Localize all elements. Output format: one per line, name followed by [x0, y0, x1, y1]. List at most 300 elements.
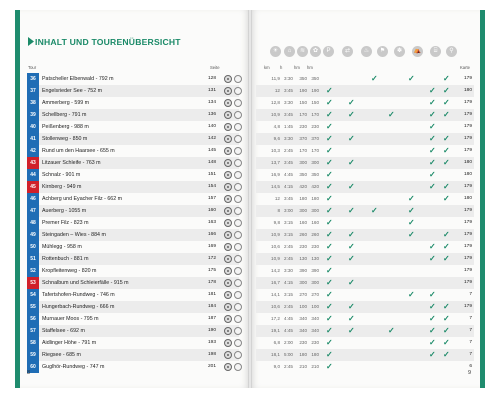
check-icon: ✓	[326, 134, 333, 143]
value-h: 4:45	[284, 328, 293, 333]
tour-name[interactable]: Litzauer Schleife - 763 m	[42, 160, 101, 166]
value-h: 2:45	[284, 364, 293, 369]
table-row	[256, 169, 474, 181]
check-icon: ✓	[326, 98, 333, 107]
table-row	[256, 85, 474, 97]
map-ref: 7	[469, 352, 472, 357]
check-icon: ✓	[388, 110, 395, 119]
table-row	[256, 229, 474, 241]
tour-number-badge: 51	[27, 253, 39, 265]
check-icon: ✓	[326, 110, 333, 119]
tour-name[interactable]: Patscheller Elbenwald - 792 m	[42, 76, 114, 82]
tour-name[interactable]: Premer Filz - 823 m	[42, 220, 89, 226]
region-icon	[234, 147, 242, 155]
value-hm1: 350	[299, 172, 307, 177]
table-row	[27, 193, 239, 205]
check-icon: ✓	[326, 218, 333, 227]
value-km: 13,7	[271, 160, 280, 165]
page-ref: 134	[208, 100, 217, 105]
check-icon: ✓	[408, 290, 415, 299]
table-row	[27, 253, 239, 265]
difficulty-icon	[224, 255, 232, 263]
value-h: 3:45	[284, 88, 293, 93]
value-h: 2:45	[284, 256, 293, 261]
tour-name[interactable]: Kropfleitenweg - 820 m	[42, 268, 97, 274]
tour-number-badge: 59	[27, 349, 39, 361]
table-row	[27, 85, 239, 97]
table-row	[256, 301, 474, 313]
check-icon: ✓	[326, 290, 333, 299]
map-ref: 7	[469, 316, 472, 321]
left-page-edge-stripe	[15, 10, 20, 388]
difficulty-icon	[224, 159, 232, 167]
check-icon: ✓	[408, 230, 415, 239]
check-icon: ✓	[326, 338, 333, 347]
check-icon: ✓	[443, 86, 450, 95]
map-ref: 179	[463, 136, 472, 141]
check-icon: ✓	[371, 206, 378, 215]
camp-icon: ⛺	[412, 46, 423, 57]
difficulty-icon	[224, 99, 232, 107]
tour-name[interactable]: Staffelsee - 692 m	[42, 328, 85, 334]
tour-name[interactable]: Hungerbach-Rundweg - 666 m	[42, 304, 115, 310]
check-icon: ✓	[326, 86, 333, 95]
water-icon: ≋	[297, 46, 308, 57]
tour-number-badge: 52	[27, 265, 39, 277]
check-icon: ✓	[348, 230, 355, 239]
table-row	[256, 241, 474, 253]
table-row	[27, 157, 239, 169]
value-hm1: 150	[299, 100, 307, 105]
value-h: 2:00	[284, 340, 293, 345]
value-km: 14,1	[271, 292, 280, 297]
value-km: 10,9	[271, 112, 280, 117]
column-header-karte: Karte	[460, 65, 471, 70]
region-icon	[234, 363, 242, 371]
tour-number-badge: 50	[27, 241, 39, 253]
map-ref: 179	[463, 124, 472, 129]
check-icon: ✓	[429, 86, 436, 95]
check-icon: ✓	[326, 302, 333, 311]
check-icon: ✓	[326, 350, 333, 359]
table-row	[27, 145, 239, 157]
value-hm1: 340	[299, 316, 307, 321]
table-row	[27, 121, 239, 133]
check-icon: ✓	[348, 134, 355, 143]
difficulty-icon	[224, 195, 232, 203]
difficulty-icon	[224, 279, 232, 287]
value-km: 10,3	[271, 148, 280, 153]
region-icon	[234, 195, 242, 203]
table-row	[256, 277, 474, 289]
value-hm2: 230	[311, 124, 319, 129]
check-icon: ✓	[348, 110, 355, 119]
check-icon: ✓	[443, 338, 450, 347]
check-icon: ✓	[348, 302, 355, 311]
tour-name[interactable]: Murnauer Moos - 795 m	[42, 316, 99, 322]
value-km: 10,9	[271, 232, 280, 237]
value-hm2: 160	[311, 220, 319, 225]
page-ref: 187	[208, 316, 217, 321]
value-km: 9,8	[273, 220, 280, 225]
difficulty-icon	[224, 135, 232, 143]
check-icon: ✓	[326, 314, 333, 323]
value-hm2: 170	[311, 112, 319, 117]
tour-name[interactable]: Steingaden – Wies - 884 m	[42, 232, 106, 238]
value-hm1: 270	[299, 292, 307, 297]
table-row	[256, 97, 474, 109]
table-row	[256, 109, 474, 121]
table-row	[27, 181, 239, 193]
check-icon: ✓	[429, 146, 436, 155]
open-book	[15, 10, 485, 388]
difficulty-icon	[224, 111, 232, 119]
check-icon: ✓	[429, 350, 436, 359]
tour-name[interactable]: Kirnberg - 949 m	[42, 184, 82, 190]
table-row	[256, 361, 474, 373]
check-icon: ✓	[443, 242, 450, 251]
map-ref: 180	[463, 196, 472, 201]
value-h: 3:45	[284, 112, 293, 117]
map-ref: 179	[463, 220, 472, 225]
value-h: 4:45	[284, 172, 293, 177]
page-ref: 175	[208, 268, 217, 273]
table-row	[27, 301, 239, 313]
snow-icon: ✽	[394, 46, 405, 57]
tour-name[interactable]: Schellberg - 791 m	[42, 112, 87, 118]
chevron-icon	[28, 37, 34, 46]
value-hm1: 230	[299, 340, 307, 345]
value-h: 3:15	[284, 232, 293, 237]
value-hm1: 300	[299, 280, 307, 285]
map-ref: 179	[463, 112, 472, 117]
check-icon: ✓	[429, 158, 436, 167]
value-hm2: 190	[311, 88, 319, 93]
check-icon: ✓	[429, 290, 436, 299]
tour-number-badge: 37	[27, 85, 39, 97]
region-icon	[234, 255, 242, 263]
check-icon: ✓	[388, 326, 395, 335]
value-hm1: 350	[299, 76, 307, 81]
tour-number-badge: 56	[27, 313, 39, 325]
difficulty-icon	[224, 303, 232, 311]
check-icon: ✓	[429, 314, 436, 323]
map-ref: 179	[463, 208, 472, 213]
difficulty-icon	[224, 315, 232, 323]
check-icon: ✓	[429, 242, 436, 251]
value-hm2: 300	[311, 208, 319, 213]
region-icon	[234, 231, 242, 239]
map-ref: 7	[469, 328, 472, 333]
value-hm2: 180	[311, 196, 319, 201]
check-icon: ✓	[348, 314, 355, 323]
value-km: 11,9	[271, 76, 280, 81]
value-h: 4:15	[284, 280, 293, 285]
value-hm1: 160	[299, 220, 307, 225]
region-icon	[234, 315, 242, 323]
tour-number-badge: 58	[27, 337, 39, 349]
value-h: 2:45	[284, 304, 293, 309]
check-icon: ✓	[408, 206, 415, 215]
table-row	[27, 229, 239, 241]
table-row	[27, 265, 239, 277]
column-header-km: km	[264, 65, 270, 70]
column-header-seite: Seite	[210, 65, 220, 70]
region-icon	[234, 159, 242, 167]
check-icon: ✓	[443, 98, 450, 107]
value-km: 9,6	[273, 136, 280, 141]
table-row	[256, 145, 474, 157]
tour-name[interactable]: Peißenberg - 988 m	[42, 124, 89, 130]
value-hm2: 420	[311, 184, 319, 189]
page-ref: 128	[208, 76, 217, 81]
value-hm2: 270	[311, 292, 319, 297]
tour-name[interactable]: Stollenweg - 850 m	[42, 136, 88, 142]
tour-name[interactable]: Schnalz - 901 m	[42, 172, 81, 178]
value-h: 4:45	[284, 316, 293, 321]
table-row	[256, 253, 474, 265]
region-icon	[234, 99, 242, 107]
check-icon: ✓	[408, 194, 415, 203]
value-hm2: 170	[311, 148, 319, 153]
region-icon	[234, 243, 242, 251]
table-row	[256, 205, 474, 217]
value-hm1: 230	[299, 124, 307, 129]
table-row	[256, 349, 474, 361]
right-page-edge-stripe	[480, 10, 485, 388]
check-icon: ✓	[429, 302, 436, 311]
page-number-left: 8	[27, 370, 31, 376]
value-h: 5:00	[284, 352, 293, 357]
check-icon: ✓	[348, 242, 355, 251]
value-km: 16,9	[271, 172, 280, 177]
check-icon: ✓	[348, 182, 355, 191]
table-row	[27, 277, 239, 289]
tour-number-badge: 57	[27, 325, 39, 337]
page-ref: 190	[208, 328, 217, 333]
table-row	[27, 349, 239, 361]
tour-number-badge: 38	[27, 97, 39, 109]
value-h: 3:45	[284, 160, 293, 165]
table-row	[256, 337, 474, 349]
value-hm2: 300	[311, 280, 319, 285]
table-row	[27, 241, 239, 253]
value-hm2: 230	[311, 244, 319, 249]
restaurant-icon: ♨	[361, 46, 372, 57]
value-hm2: 150	[311, 100, 319, 105]
page-ref: 131	[208, 88, 217, 93]
tour-name[interactable]: Riegsee - 685 m	[42, 352, 81, 358]
value-h: 3:00	[284, 208, 293, 213]
check-icon: ✓	[429, 98, 436, 107]
check-icon: ✓	[326, 242, 333, 251]
value-hm1: 130	[299, 256, 307, 261]
difficulty-icon	[224, 123, 232, 131]
value-hm2: 340	[311, 316, 319, 321]
sun-icon: ☀	[270, 46, 281, 57]
page-ref: 193	[208, 340, 217, 345]
difficulty-icon	[224, 207, 232, 215]
value-h: 3:15	[284, 220, 293, 225]
check-icon: ✓	[326, 254, 333, 263]
map-ref: 179	[463, 304, 472, 309]
check-icon: ✓	[429, 338, 436, 347]
tour-name[interactable]: Rund um den Haarsee - 655 m	[42, 148, 115, 154]
page-ref: 142	[208, 136, 217, 141]
tour-number-badge: 40	[27, 121, 39, 133]
check-icon: ✓	[348, 206, 355, 215]
value-hm1: 340	[299, 328, 307, 333]
tour-number-badge: 60	[27, 361, 39, 373]
value-hm1: 260	[299, 232, 307, 237]
difficulty-icon	[224, 219, 232, 227]
tour-number-badge: 45	[27, 181, 39, 193]
difficulty-icon	[224, 147, 232, 155]
difficulty-icon	[224, 231, 232, 239]
check-icon: ✓	[429, 182, 436, 191]
value-h: 3:45	[284, 196, 293, 201]
value-hm1: 300	[299, 160, 307, 165]
check-icon: ✓	[348, 158, 355, 167]
value-km: 12,8	[271, 100, 280, 105]
region-icon	[234, 267, 242, 275]
check-icon: ✓	[443, 326, 450, 335]
difficulty-icon	[224, 183, 232, 191]
check-icon: ✓	[443, 302, 450, 311]
value-hm1: 180	[299, 196, 307, 201]
difficulty-icon	[224, 363, 232, 371]
tour-name[interactable]: Auerberg - 1055 m	[42, 208, 87, 214]
value-hm2: 340	[311, 328, 319, 333]
parking-icon: P	[323, 46, 334, 57]
tour-name[interactable]: Rottenbuch - 881 m	[42, 256, 89, 262]
difficulty-icon	[224, 87, 232, 95]
map-ref: 179	[463, 184, 472, 189]
map-ref: 180	[463, 172, 472, 177]
difficulty-icon	[224, 351, 232, 359]
book-gutter	[248, 10, 252, 388]
value-h: 3:30	[284, 136, 293, 141]
value-hm1: 420	[299, 184, 307, 189]
column-header-tour: Tour	[28, 65, 37, 70]
map-ref: 179	[463, 148, 472, 153]
page-ref: 166	[208, 232, 217, 237]
table-row	[256, 193, 474, 205]
value-hm2: 370	[311, 136, 319, 141]
table-row	[27, 97, 239, 109]
table-row	[256, 181, 474, 193]
table-row	[256, 217, 474, 229]
value-hm1: 230	[299, 244, 307, 249]
check-icon: ✓	[443, 74, 450, 83]
value-h: 3:30	[284, 76, 293, 81]
difficulty-icon	[224, 171, 232, 179]
tour-number-badge: 36	[27, 73, 39, 85]
tour-number-badge: 46	[27, 193, 39, 205]
region-icon	[234, 87, 242, 95]
tour-name[interactable]: Mühlegg - 958 m	[42, 244, 82, 250]
region-icon	[234, 327, 242, 335]
tour-name[interactable]: Achberg und Eyacher Filz - 662 m	[42, 196, 123, 202]
info-icon: ⚲	[446, 46, 457, 57]
difficulty-icon	[224, 327, 232, 335]
page-title: INHALT UND TOURENÜBERSICHT	[35, 37, 181, 47]
check-icon: ✓	[429, 254, 436, 263]
table-row	[256, 313, 474, 325]
table-row	[27, 217, 239, 229]
value-hm1: 390	[299, 268, 307, 273]
map-ref: 7	[469, 340, 472, 345]
value-hm2: 300	[311, 160, 319, 165]
map-ref: 179	[463, 268, 472, 273]
tour-name[interactable]: Engelsrieder See - 752 m	[42, 88, 103, 94]
map-ref: 179	[463, 256, 472, 261]
tour-number-badge: 48	[27, 217, 39, 229]
check-icon: ✓	[348, 326, 355, 335]
check-icon: ✓	[429, 110, 436, 119]
map-ref: 179	[463, 100, 472, 105]
tour-name[interactable]: Ammerberg - 599 m	[42, 100, 90, 106]
table-row	[27, 313, 239, 325]
table-row	[27, 109, 239, 121]
flower-icon: ✿	[310, 46, 321, 57]
flag-icon: ⚑	[377, 46, 388, 57]
tour-number-badge: 53	[27, 277, 39, 289]
value-h: 2:45	[284, 148, 293, 153]
page-ref: 136	[208, 112, 217, 117]
table-row	[256, 121, 474, 133]
value-hm2: 260	[311, 232, 319, 237]
table-row	[256, 289, 474, 301]
page-ref: 169	[208, 244, 217, 249]
value-hm1: 190	[299, 88, 307, 93]
check-icon: ✓	[443, 254, 450, 263]
value-hm1: 170	[299, 148, 307, 153]
tour-number-badge: 42	[27, 145, 39, 157]
value-hm2: 350	[311, 76, 319, 81]
page-ref: 148	[208, 160, 217, 165]
check-icon: ✓	[443, 314, 450, 323]
check-icon: ✓	[326, 170, 333, 179]
page-ref: 201	[208, 364, 217, 369]
table-row	[27, 361, 239, 373]
table-row	[27, 73, 239, 85]
hut-icon: ⌂	[284, 46, 295, 57]
check-icon: ✓	[326, 266, 333, 275]
check-icon: ✓	[326, 122, 333, 131]
tour-name[interactable]: Tafertshofen-Rundweg - 746 m	[42, 292, 115, 298]
value-hm2: 350	[311, 172, 319, 177]
check-icon: ✓	[408, 218, 415, 227]
value-hm2: 130	[311, 256, 319, 261]
page-ref: 157	[208, 196, 217, 201]
value-km: 9,0	[273, 364, 280, 369]
region-icon	[234, 123, 242, 131]
tour-number-badge: 41	[27, 133, 39, 145]
table-row	[27, 289, 239, 301]
check-icon: ✓	[348, 278, 355, 287]
check-icon: ✓	[326, 194, 333, 203]
left-page	[15, 10, 250, 388]
tour-name[interactable]: Schnalbum und Schleierfälle - 915 m	[42, 280, 129, 286]
difficulty-icon	[224, 267, 232, 275]
check-icon: ✓	[326, 362, 333, 371]
tour-name[interactable]: Aidlinger Höhe - 791 m	[42, 340, 97, 346]
tour-name[interactable]: Guglhör-Rundweg - 747 m	[42, 364, 105, 370]
tour-number-badge: 39	[27, 109, 39, 121]
column-header-h: h	[280, 65, 283, 70]
bus-icon: ⇄	[342, 46, 353, 57]
